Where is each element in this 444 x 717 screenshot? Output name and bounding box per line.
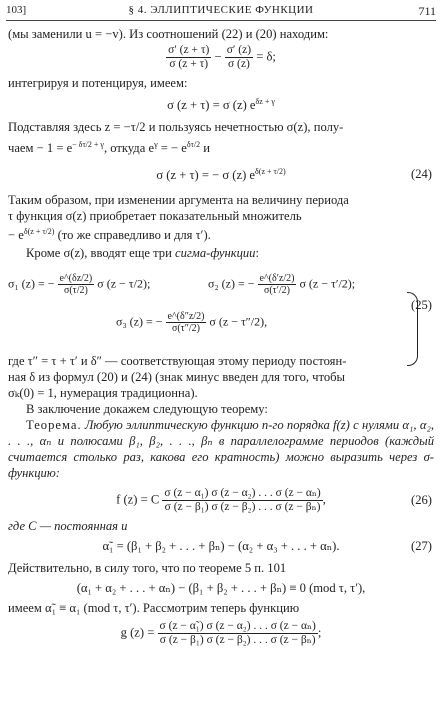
equation-27: α̃₁ = (β₁ + β₂ + . . . + βₙ) − (α₂ + α₃ + . . . + αₙ). (27) — [102, 538, 432, 553]
paragraph-6c: σₖ(0) = 1, нумерация традиционна). — [8, 385, 198, 400]
equation-g: g (z) = $\frac{\text{σ (z − α̃₁) σ (z − α₂) . . . σ (z − αₙ)}}{\text{σ (z − β₁) σ (z − β₂) . . . σ (z − βₙ)}}$ ; — [120, 619, 322, 646]
page-body — [8, 26, 434, 647]
paragraph-3a: Подставляя здесь z = −τ/2 и пользуясь нечетностью σ(z), полу- — [8, 120, 344, 135]
equation-25-block — [8, 265, 434, 347]
paragraph-2: интегрируя и потенцируя, имеем: — [8, 76, 188, 90]
chapter-title: § 4. ЭЛЛИПТИЧЕСКИЕ ФУНКЦИИ — [128, 4, 314, 16]
page-number: 711 — [418, 4, 436, 18]
paragraph-6b: ная δ из формул (20) и (24) (знак минус введен для того, чтобы — [8, 369, 345, 384]
theorem-label: Теорема. — [26, 417, 82, 432]
theorem-text: Любую эллиптическую функцию n-го порядка f(z) с нулями α₁, α₂, . . ., αₙ и полюсами β₁, β₂, . . ., βₙ в параллелограмме периодов (каждый считается столько раз, какова его кратность) можно выразить через σ-функцию: — [8, 417, 434, 480]
equation-24: σ (z + τ) = − σ (z) $e^{\delta(z + \tau/2)}$ (24) — [156, 166, 432, 183]
fraction: $\frac{\sigma' (z)}{\sigma (z)}$ — [226, 44, 252, 70]
paragraph-9: Действительно, в силу того, что по теореме 5 п. 101 — [8, 560, 287, 575]
paragraph-3b: чаем − $1 = e^{- \delta\tau/2 + \gamma}$, откуда $e^\gamma$ = − $e^{\delta\tau/2}$ и — [8, 140, 210, 156]
paragraph-7: В заключение докажем следующую теорему: — [26, 401, 268, 416]
paragraph-8: где C — постоянная и — [8, 518, 128, 533]
paragraph-4c: − $e^{\delta(z + \tau/2)}$ (то же справедливо и для τ′). — [8, 226, 211, 242]
paragraph-1: (мы заменили u = −v). Из соотношений (22) и (20) находим: — [8, 27, 329, 41]
sigma-3-formula: σ₃ (z) = − $\frac{e\^{}(\delta''z/2)}{\sigma(\tau''/2)}$ σ (z − τ″/2), — [116, 310, 268, 334]
theorem — [8, 417, 434, 481]
equation-number: (26) — [411, 493, 432, 508]
sigma-2-formula: σ₂ (z) = − $\frac{e\^{}(\delta'z/2)}{\sigma(\tau'/2)}$ σ (z − τ′/2); — [208, 272, 356, 296]
equation-number: (25) — [411, 297, 432, 312]
paragraph-5: Кроме σ(z), вводят еще три сигма-функции: — [26, 245, 259, 260]
equation-sigma-shift: σ (z + τ) = σ (z) $e^{\delta z + \gamma}$ — [167, 97, 275, 113]
paragraph-4b: τ функция σ(z) приобретает показательный множитель — [8, 208, 302, 223]
paragraph-10: имеем α̃₁ ≡ α₁ (mod τ, τ′). Рассмотрим теперь функцию — [8, 600, 300, 615]
right-brace — [407, 292, 418, 366]
equation-log-derivative: $\frac{\sigma' (z + \tau)}{\sigma (z + \tau)}$ − $\frac{\sigma' (z)}{\sigma (z)}$ = δ; — [168, 44, 276, 70]
paragraph-6a: где τ″ = τ + τ′ и δ″ — соответствующая этому периоду постоян- — [8, 353, 347, 368]
fraction: $\frac{\sigma' (z + \tau)}{\sigma (z + \tau)}$ — [168, 44, 210, 70]
running-header — [6, 4, 436, 21]
equation-number: (24) — [411, 166, 432, 181]
sigma-1-formula: σ₁ (z) = − $\frac{e\^{}(\delta z/2)}{\sigma(\tau/2)}$ σ (z − τ/2); — [8, 272, 151, 296]
equation-26: f (z) = C $\frac{\text{σ (z − α₁) σ (z − α₂) . . . σ (z − αₙ)}}{\text{σ (z − β₁) σ (z − β₂) . . . σ (z − βₙ)}}$ , (26) — [116, 486, 432, 513]
section-number: 103] — [6, 4, 27, 16]
equation-congruence: (α₁ + α₂ + . . . + αₙ) − (β₁ + β₂ + . . . + βₙ) ≡ 0 (mod τ, τ′), — [76, 580, 366, 595]
equation-number: (27) — [411, 538, 432, 553]
paragraph-4a: Таким образом, при изменении аргумента на величину периода — [8, 192, 349, 207]
